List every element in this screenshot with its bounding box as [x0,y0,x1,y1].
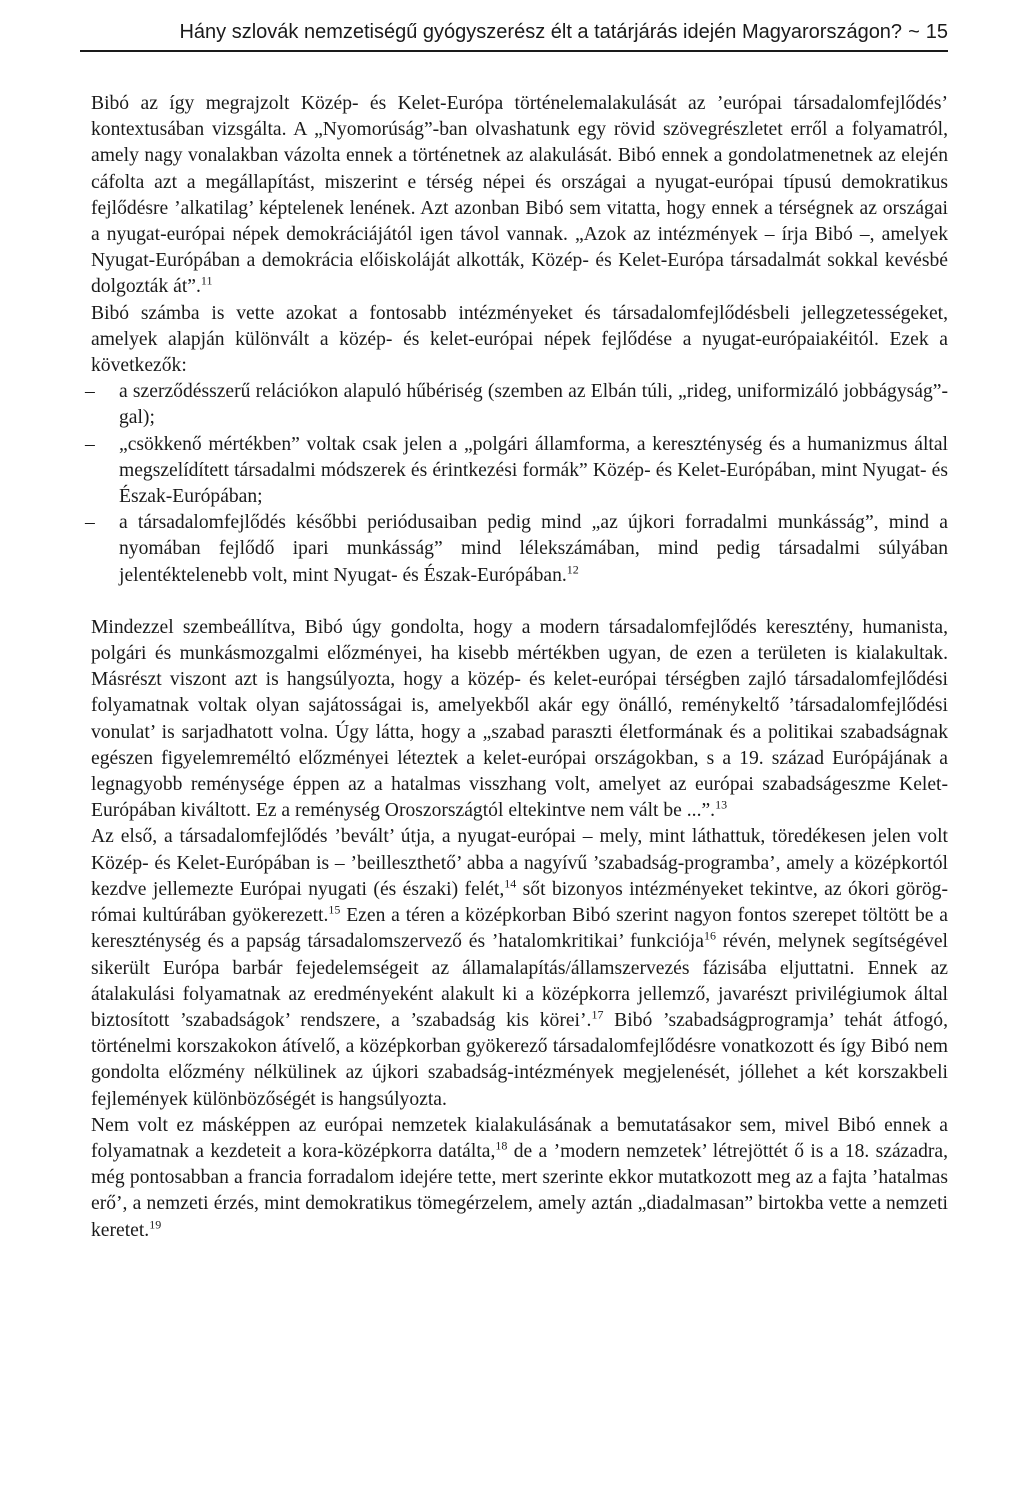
footnote-ref-14: 14 [504,876,517,891]
paragraph-1-text: Bibó az így megrajzolt Közép- és Kelet-Európa történelemalakulását az ’európai társadalomfejlődés’ kontextusában vizsgálta. A „Nyomorúság”-ban olvashatunk egy rövid szövegrészletet erről a folyamatról, amely nagy vonalakban vázolta ennek a történetnek az alakulását. Bibó ennek a gondolatmenetnek az elején cáfolta azt a megállapítást, miszerint e térség népei és országai a nyugat-európai típusú demokratikus fejlődésre ’alkatilag’ képtelenek lenének. Azt azonban Bibó sem vitatta, hogy ennek a térségnek az országai a nyugat-európai népek demokráciájától igen távol vannak. „Azok az intézmények – írja Bibó –, amelyek Nyugat-Európában a demokrácia előiskoláját alkották, Közép- és Kelet-Európa társadalmát sokkal kevésbé dolgozták át”. [91,93,948,298]
running-header [80,14,948,52]
list-item [85,510,948,589]
list-item-text: a társadalomfejlődés későbbi periódusaiban pedig mind „az újkori forradalmi munkásság”, mind a nyomában fejlődő ipari munkásság” mind lélekszámában, mind pedig társadalmi súlyában jelentéktelenebb volt, mint Nyugat- és Észak-Európában. [119,512,948,586]
paragraph-5-text-b: de a ’modern nemzetek’ létrejöttét ő is a 18. századra, még pontosabban a francia forradalom idejére tette, mert szerinte ekkor mutatkozott meg az a fajta ’hatalmas erő’, a nemzeti érzés, mint demokratikus tömegérzelem, amely aztán „diadalmasan” birtokba vette a nemzeti keretet. [91,1140,948,1241]
paragraph-4-text-c: Ezen a téren a középkorban Bibó szerint nagyon fontos szerepet töltött be a kereszténység és a papság társadalomszervező és ’hatalomkritikai’ funkciója [91,905,949,953]
paragraph-4-text-b: sőt bizonyos intézményeket tekintve, az ókori görög-római kultúrában gyökerezett. [91,878,948,927]
paragraph-2 [91,301,948,380]
body-text [85,91,949,1244]
footnote-ref-15: 15 [328,902,341,917]
list-dash: – [85,433,95,455]
feature-list [85,379,948,589]
footnote-ref-19: 19 [149,1217,162,1231]
paragraph-5-text-a: Nem volt ez másképpen az európai nemzetek kialakulásának a bemutatásakor sem, mivel Bibó ennek a folyamatnak a kezdeteit a kora-középkorra datálta, [91,1114,948,1162]
footnote-ref-18: 18 [495,1138,508,1153]
running-title: Hány szlovák nemzetiségű gyógyszerész élt a tatárjárás idején Magyarországon? [179,21,903,43]
paragraph-3 [91,615,948,825]
list-item [85,379,948,431]
paragraph-4-text-e: Bibó ’szabadságprogramja’ tehát átfogó, történelmi korszakokon átívelő, a középkorban gyökerező társadalomfejlődésre vonatkozott és így Bibó nem gondolta előzmény nélkülinek az újkori szabadság-intézmények megjelenését, jóllehet a két korszakbeli fejlemények különbözőségét is hangsúlyozta. [91,1009,948,1110]
footnote-ref-17: 17 [591,1007,604,1022]
paragraph-5 [91,1113,948,1244]
footnote-ref-13: 13 [715,797,728,812]
list-dash: – [85,512,95,534]
list-dash: – [85,381,95,403]
page-number: 15 [925,21,948,43]
list-item-text: a szerződésszerű relációkon alapuló hűbériség (szemben az Elbán túli, „rideg, uniformizáló jobbágyság”-gal); [119,381,948,429]
paragraph-4-text-d: révén, melynek segítségével sikerült Európa barbár fejedelemségeit az államalapítás/államszervezés fázisába eljuttatni. Ennek az átalakulási folyamatnak az eredményeként alakult ki a középkorra jellemző, javarészt privilégiumok által biztosított ’szabadságok’ rendszere, a ’szabadság kis körei’. [91,931,948,1031]
paragraph-3-text: Mindezzel szembeállítva, Bibó úgy gondolta, hogy a modern társadalomfejlődés keresztény, humanista, polgári és munkásmozgalmi előzményei, ha kisebb mértékben ugyan, de ezen a területen is kialakultak. Másrészt viszont azt is hangsúlyozta, hogy a közép- és kelet-európai térségben zajló társadalomfejlődési folyamatnak voltak olyan sajátosságai is, amelyekből akár egy önálló, reménykeltő ’társadalomfejlődési vonulat’ is sarjadhatott volna. Úgy látta, hogy a „szabad paraszti életformának és a politikai szabadságnak egészen figyelemreméltó előzményei léteztek a kelet-európai országokban, s a 19. század Európájának a legnagyobb reménysége éppen az a hatalmas visszhang volt, amelyet az európai szabadságeszme Kelet-Európában kiváltott. Ez a reménység Oroszországtól eltekintve nem vált be ...”. [91,616,948,822]
footnote-ref-12: 12 [566,562,579,577]
paragraph-4-text-a: Az első, a társadalomfejlődés ’bevált’ útja, a nyugat-európai – mely, mint láthattuk, töredékesen jelen volt Közép- és Kelet-Európában is – ’beilleszthető’ abba a nagyívű ’szabadság-programba’, amely a középkortól kezdve jellemezte Európai nyugati (és északi) felét, [91,826,948,900]
footnote-ref-11: 11 [200,273,213,288]
list-item [85,432,948,511]
paragraph-4 [91,824,948,1112]
header-separator: ~ [908,21,920,43]
footnote-ref-16: 16 [703,928,716,943]
paragraph-2-text: Bibó számba is vette azokat a fontosabb intézményeket és társadalomfejlődésbeli jellegzetességeket, amelyek alapján különvált a közép- és kelet-európai népek fejlődése a nyugat-európaiakéitól. Ezek a következők: [91,302,948,377]
list-item-text: „csökkenő mértékben” voltak csak jelen a „polgári államforma, a kereszténység és a humanizmus által megszelídített társadalmi módszerek és érintkezési formák” Közép- és Kelet-Európában, mint Nyugat- és Észak-Európában; [119,433,948,508]
paragraph-1 [91,91,948,301]
